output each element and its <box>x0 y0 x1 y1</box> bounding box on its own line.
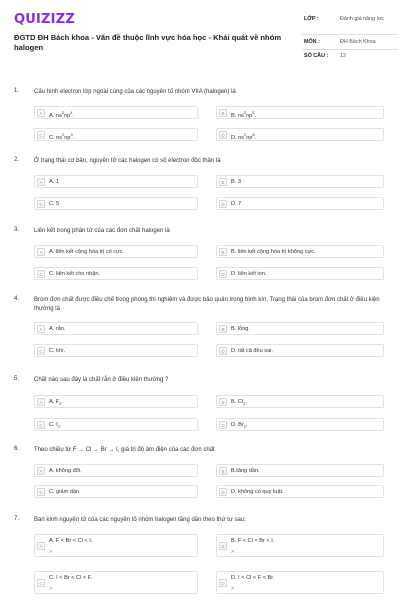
option-letter-box: A <box>37 467 45 475</box>
option-text: A. không đổi. <box>49 468 82 474</box>
option-letter-box: D <box>219 200 227 208</box>
answer-option-c[interactable] <box>34 267 198 280</box>
question-text: Liên kết trong phân tử của các đơn chất halogen là <box>34 228 170 234</box>
question-number: 4. <box>14 296 20 302</box>
answer-option-d[interactable] <box>216 128 384 141</box>
option-text: D. liên kết ion. <box>231 271 267 277</box>
option-text: D. không có quy luật. <box>231 489 284 495</box>
option-text: A. 1 <box>49 179 59 185</box>
option-letter-box: B <box>219 325 227 333</box>
question-number: 1. <box>14 88 20 94</box>
question-number: 6. <box>14 446 20 452</box>
meta-value: 12 <box>340 53 346 59</box>
option-text: B. $Cl_2$. <box>231 399 247 407</box>
meta-label: SỐ CÂU : <box>304 53 329 59</box>
question-text: Theo chiều từ F → Cl → Br → I, giá trị độ âm điện của các đơn chất <box>34 447 215 453</box>
option-text: C. liên kết cho nhận. <box>49 271 100 277</box>
answer-option-d[interactable] <box>216 418 384 431</box>
option-text: D. $Br_2$. <box>231 422 248 430</box>
answer-option-a[interactable] <box>34 464 198 477</box>
option-text: A. F < Br < Cl < I. <box>49 538 93 544</box>
option-letter-box: B <box>219 109 227 117</box>
option-letter-box: D <box>219 488 227 496</box>
option-letter-box: B <box>219 542 227 550</box>
option-letter-box: C <box>37 270 45 278</box>
option-text: A. $F_2$. <box>49 399 64 407</box>
answer-option-c[interactable] <box>34 571 198 594</box>
option-text: B. 3 <box>231 179 241 185</box>
option-letter-box: D <box>219 421 227 429</box>
option-letter-box: A <box>37 542 45 550</box>
option-text: B. liên kết cộng hóa trị không cực. <box>231 249 316 255</box>
question-text: Bán kính nguyên tử của các nguyên tố nhóm halogen tăng dần theo thứ tự sau: <box>34 517 246 523</box>
option-letter-box: D <box>219 131 227 139</box>
option-text: B. $ns^2np^5$. <box>231 110 257 119</box>
meta-label: MÔN : <box>304 39 320 45</box>
option-text: C. $ns^2np^3$. <box>49 132 75 141</box>
quizizz-logo: QUIZIZZ <box>14 12 75 27</box>
option-text: C. I < Br < Cl < F. <box>49 575 93 581</box>
option-letter-box: B <box>219 248 227 256</box>
answer-option-b[interactable] <box>216 175 384 188</box>
option-letter-box: C <box>37 200 45 208</box>
answer-option-a[interactable] <box>34 106 198 119</box>
answer-option-b[interactable] <box>216 106 384 119</box>
option-letter-box: B <box>219 467 227 475</box>
option-text: C. $I_2$. <box>49 422 62 430</box>
option-text: D. $ns^2np^6$. <box>231 132 257 141</box>
option-letter-box: A <box>37 248 45 256</box>
option-text: A. liên kết cộng hóa trị có cực. <box>49 249 125 255</box>
question-text: Cấu hình electron lớp ngoài cùng của các nguyên tố nhóm VIIA (halogen) là <box>34 89 236 95</box>
meta-row-count <box>302 50 398 64</box>
answer-option-d[interactable] <box>216 267 384 280</box>
answer-option-b[interactable] <box>216 245 384 258</box>
question-number: 7. <box>14 516 20 522</box>
option-text: D. I < Cl < F < Br. <box>231 575 275 581</box>
answer-option-b[interactable] <box>216 395 384 408</box>
option-extra-text: > <box>231 549 235 555</box>
option-text: B.tăng dần. <box>231 468 260 474</box>
answer-option-d[interactable] <box>216 197 384 210</box>
option-extra-text: > <box>231 586 235 592</box>
option-letter-box: A <box>37 398 45 406</box>
answer-option-a[interactable] <box>34 245 198 258</box>
answer-option-a[interactable] <box>34 322 198 335</box>
option-text: C. giảm dần. <box>49 489 81 495</box>
option-letter-box: A <box>37 325 45 333</box>
option-letter-box: C <box>37 488 45 496</box>
option-text: C. 5 <box>49 201 60 207</box>
worksheet-meta <box>302 12 398 64</box>
option-letter-box: A <box>37 178 45 186</box>
answer-option-c[interactable] <box>34 344 198 357</box>
meta-value: Đánh giá năng lực <box>340 16 385 22</box>
option-text: C. khí. <box>49 348 66 354</box>
meta-value: ĐH Bách Khoa <box>340 39 376 45</box>
answer-option-c[interactable] <box>34 128 198 141</box>
meta-row-class <box>302 12 398 35</box>
answer-option-b[interactable] <box>216 322 384 335</box>
answer-option-d[interactable] <box>216 485 384 498</box>
worksheet-title: ĐGTD ĐH Bách khoa - Vấn đề thuộc lĩnh vực hóa học - Khái quát về nhóm halogen <box>14 33 282 52</box>
answer-option-a[interactable] <box>34 534 198 557</box>
answer-option-a[interactable] <box>34 175 198 188</box>
option-letter-box: B <box>219 178 227 186</box>
option-text: D. 7 <box>231 201 242 207</box>
answer-option-d[interactable] <box>216 344 384 357</box>
meta-label: LỚP : <box>304 16 319 22</box>
question-text: Chất nào sau đây là chất rắn ở điều kiện thường ? <box>34 377 169 383</box>
option-extra-text: > <box>49 549 53 555</box>
answer-option-d[interactable] <box>216 571 384 594</box>
question-number: 3. <box>14 227 20 233</box>
answer-option-c[interactable] <box>34 418 198 431</box>
answer-option-b[interactable] <box>216 464 384 477</box>
question-text: Ở trạng thái cơ bản, nguyên tử các halogen có số electron độc thân là <box>34 158 221 164</box>
answer-option-a[interactable] <box>34 395 198 408</box>
option-letter-box: D <box>219 579 227 587</box>
option-letter-box: C <box>37 347 45 355</box>
option-text: A. rắn. <box>49 326 66 332</box>
option-text: B. F < Cl < Br < I. <box>231 538 275 544</box>
answer-option-c[interactable] <box>34 197 198 210</box>
option-text: D. tất cả đều sai. <box>231 348 273 354</box>
meta-row-subject <box>302 35 398 50</box>
answer-option-b[interactable] <box>216 534 384 557</box>
answer-option-c[interactable] <box>34 485 198 498</box>
option-letter-box: D <box>219 270 227 278</box>
option-letter-box: B <box>219 398 227 406</box>
question-text: Brom đơn chất được điều chế trong phòng thí nghiệm và được bảo quản trong bình kín. Trạng thái của brom đơn chất ở điều kiện thường là <box>34 297 380 312</box>
worksheet-header <box>14 12 386 74</box>
option-text: A. $ns^2np^4$. <box>49 110 75 119</box>
option-letter-box: C <box>37 421 45 429</box>
question-number: 2. <box>14 157 20 163</box>
option-letter-box: D <box>219 347 227 355</box>
option-letter-box: A <box>37 109 45 117</box>
option-extra-text: > <box>49 586 53 592</box>
option-text: B. lỏng. <box>231 326 250 332</box>
option-letter-box: C <box>37 579 45 587</box>
option-letter-box: C <box>37 131 45 139</box>
question-number: 5. <box>14 376 20 382</box>
